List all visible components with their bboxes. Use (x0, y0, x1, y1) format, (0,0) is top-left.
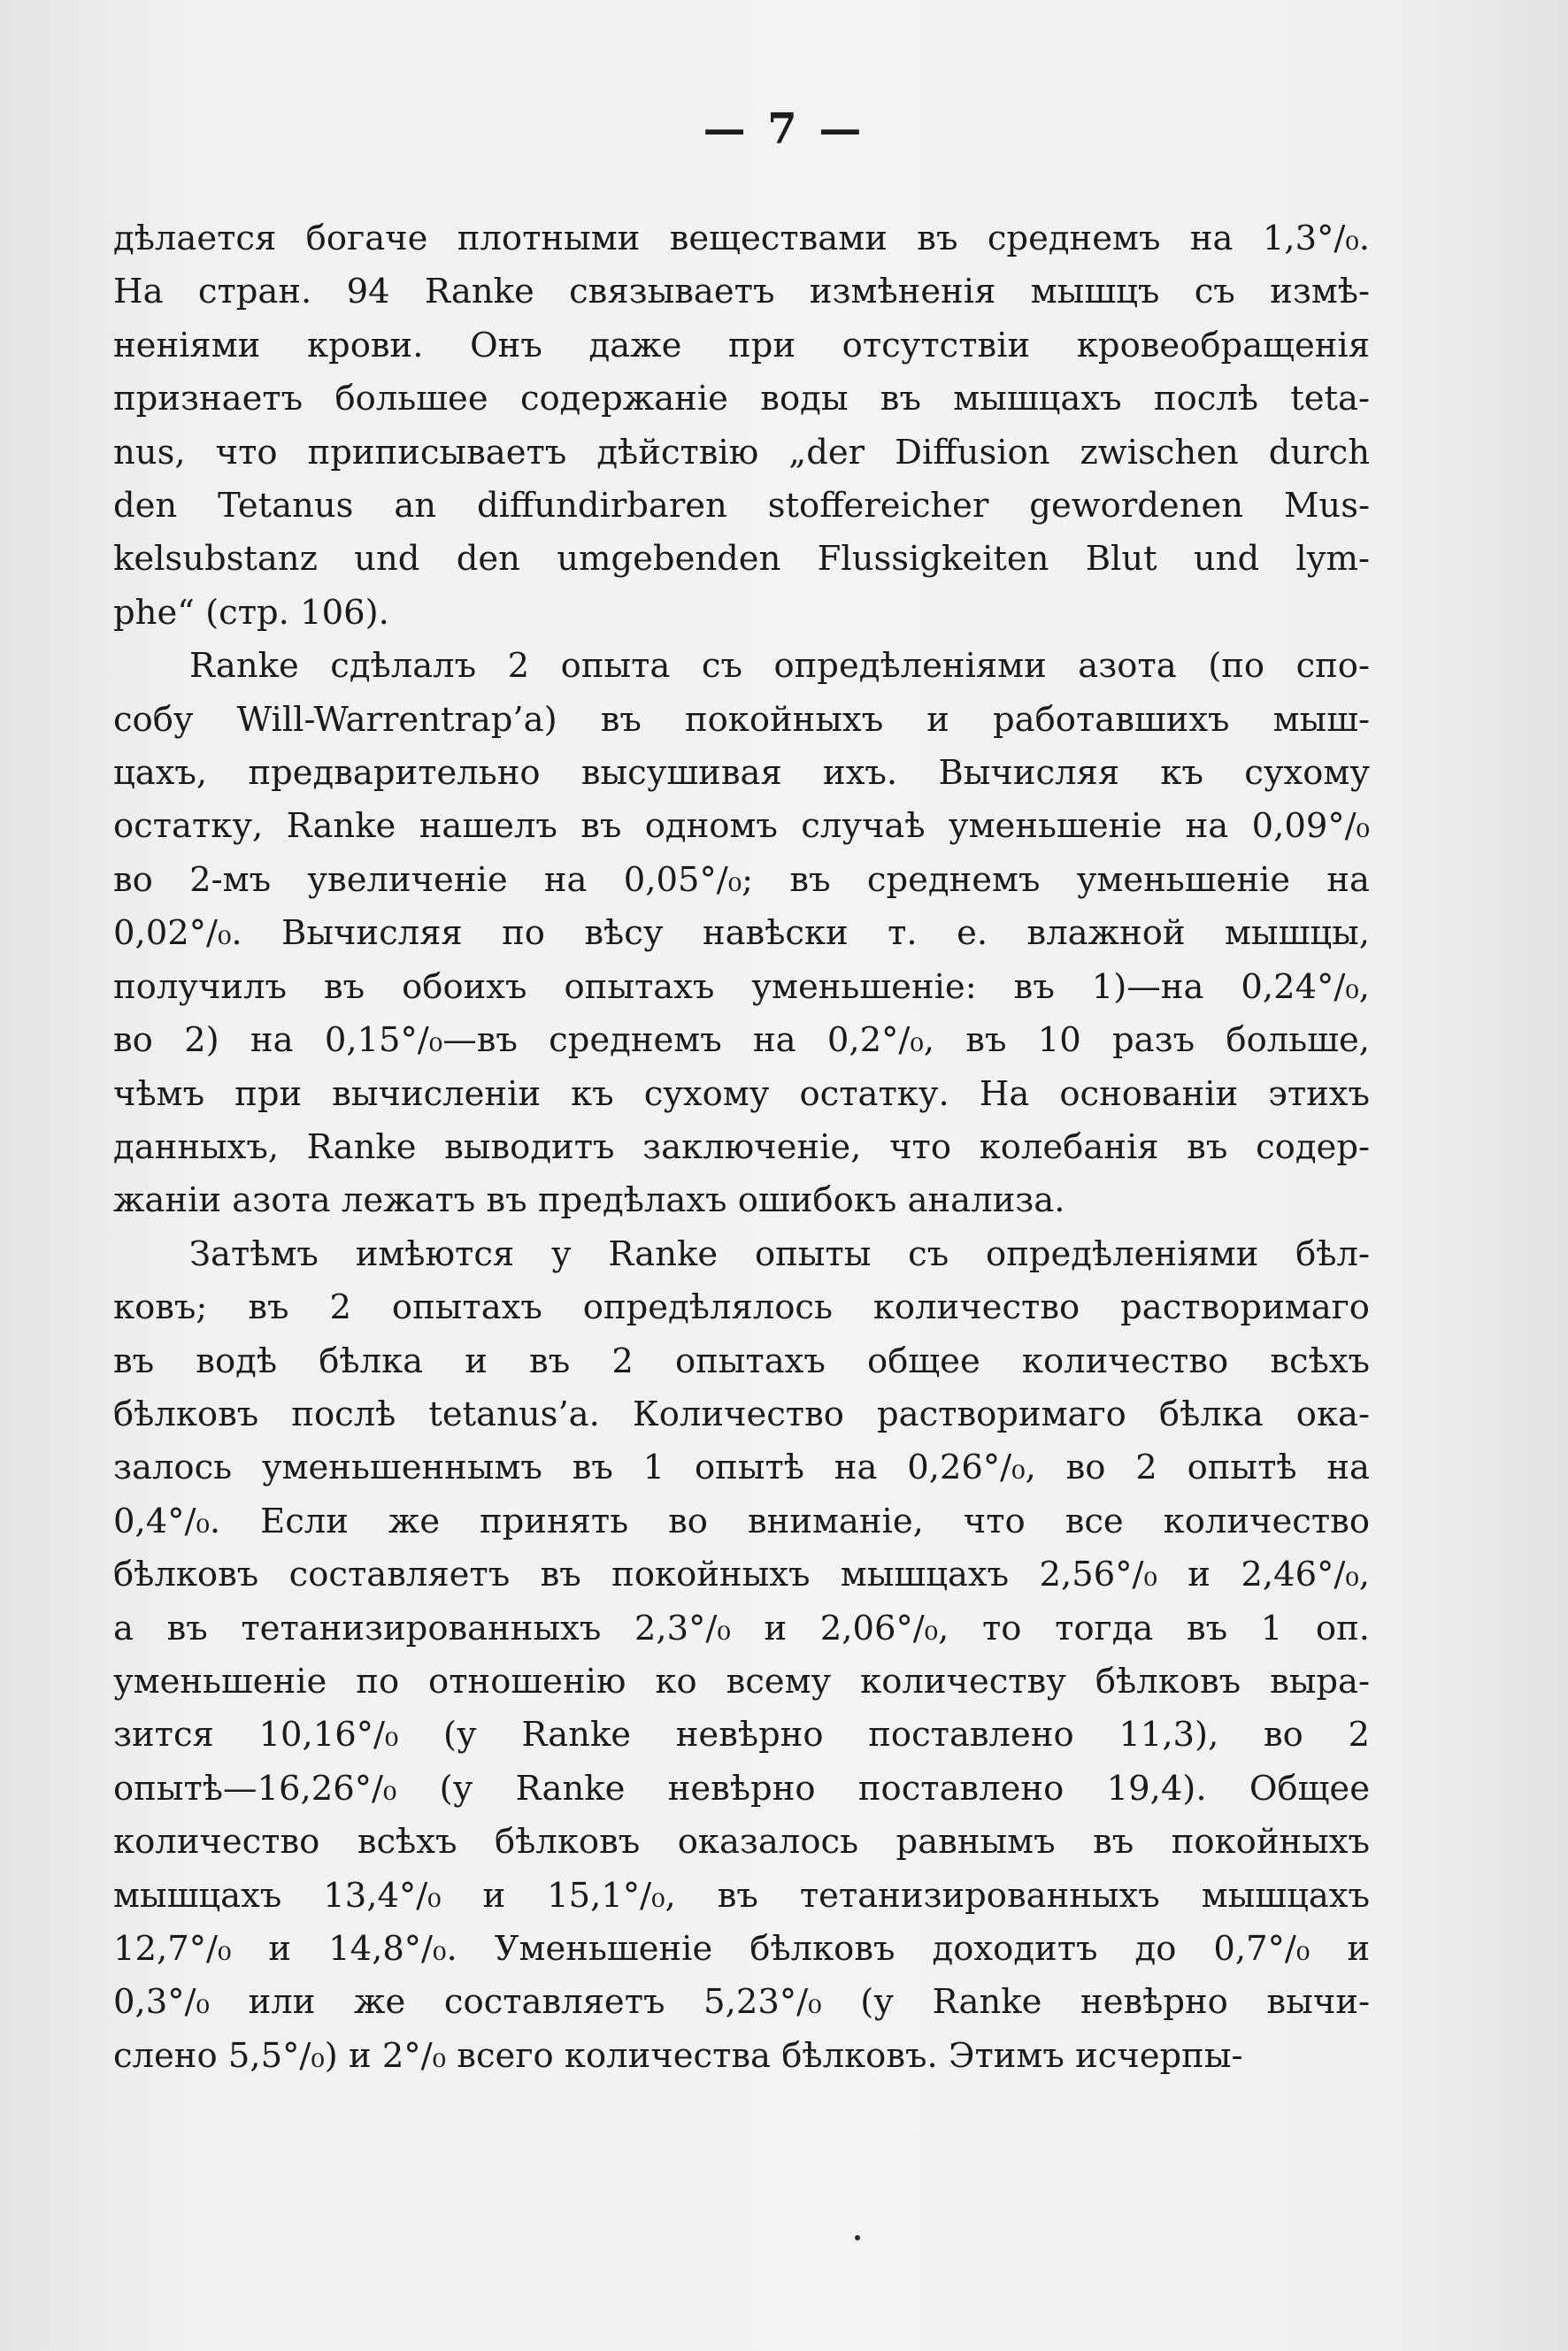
text-line: во 2) на 0,15°/₀—въ среднемъ на 0,2°/₀, въ 10 разъ больше, (113, 1020, 1370, 1061)
text-line: въ водѣ бѣлка и въ 2 опытахъ общее количество всѣхъ (113, 1341, 1370, 1381)
text-line: количество всѣхъ бѣлковъ оказалось равнымъ въ покойныхъ (113, 1822, 1370, 1863)
text-line: чѣмъ при вычисленіи къ сухому остатку. На основаніи этихъ (113, 1073, 1370, 1114)
paragraph (113, 640, 1370, 1227)
text-line: слено 5,5°/₀) и 2°/₀ всего количества бѣлковъ. Этимъ исчерпы- (113, 2035, 1243, 2076)
paragraph (113, 212, 1370, 640)
text-line: дѣлается богаче плотными веществами въ среднемъ на 1,3°/₀. (113, 219, 1370, 258)
text-line: 12,7°/₀ и 14,8°/₀. Уменьшеніе бѣлковъ доходитъ до 0,7°/₀ и (113, 1929, 1370, 1969)
text-line: уменьшеніе по отношенію ко всему количеству бѣлковъ выра- (113, 1661, 1370, 1702)
text-line: опытѣ—16,26°/₀ (у Ranke невѣрно поставлено 19,4). Общее (113, 1768, 1370, 1809)
text-line: жаніи азота лежатъ въ предѣлахъ ошибокъ анализа. (113, 1180, 1065, 1221)
text-line: собу Will-Warrentrap’а) въ покойныхъ и работавшихъ мыш- (113, 699, 1370, 740)
print-speck (855, 2235, 860, 2240)
text-line: ковъ; въ 2 опытахъ опредѣлялось количество растворимаго (113, 1287, 1370, 1328)
text-line: phe“ (стр. 106). (113, 592, 389, 633)
text-line: залось уменьшеннымъ въ 1 опытѣ на 0,26°/₀, во 2 опытѣ на (113, 1448, 1370, 1488)
paragraph (113, 1228, 1370, 2084)
text-line: Ranke сдѣлалъ 2 опыта съ опредѣленіями азота (по спо- (189, 646, 1370, 687)
text-line: бѣлковъ послѣ tetanus’а. Количество растворимаго бѣлка ока- (113, 1394, 1370, 1434)
text-line: nus, что приписываетъ дѣйствію „der Diffusion zwischen durch (113, 432, 1370, 473)
text-line: во 2-мъ увеличеніе на 0,05°/₀; въ среднемъ уменьшеніе на (113, 859, 1370, 900)
text-line: На стран. 94 Ranke связываетъ измѣненія мышцъ съ измѣ- (113, 272, 1370, 312)
text-line: 0,4°/₀. Если же принять во вниманіе, что все количество (113, 1501, 1370, 1541)
text-line: бѣлковъ составляетъ въ покойныхъ мышцахъ 2,56°/₀ и 2,46°/₀, (113, 1555, 1370, 1595)
text-line: признаетъ большее содержаніе воды въ мышцахъ послѣ teta- (113, 379, 1370, 419)
text-line: неніями крови. Онъ даже при отсутствіи кровеобращенія (113, 325, 1370, 365)
text-line: Затѣмъ имѣются у Ranke опыты съ опредѣленіями бѣл- (189, 1233, 1370, 1274)
text-line: 0,3°/₀ или же составляетъ 5,23°/₀ (у Ranke невѣрно вычи- (113, 1982, 1370, 2023)
page-text (113, 212, 1370, 2083)
page-number: — 7 — (703, 104, 865, 154)
text-line: kelsubstanz und den umgebenden Flussigkeiten Blut und lym- (113, 539, 1370, 580)
text-line: данныхъ, Ranke выводитъ заключеніе, что колебанія въ содер- (113, 1126, 1370, 1167)
text-line: остатку, Ranke нашелъ въ одномъ случаѣ уменьшеніе на 0,09°/₀ (113, 806, 1370, 847)
text-line: получилъ въ обоихъ опытахъ уменьшеніе: въ 1)—на 0,24°/₀, (113, 966, 1370, 1007)
text-line: цахъ, предварительно высушивая ихъ. Вычисляя къ сухому (113, 753, 1370, 794)
text-line: мышцахъ 13,4°/₀ и 15,1°/₀, въ тетанизированныхъ мышцахъ (113, 1875, 1370, 1916)
text-line: 0,02°/₀. Вычисляя по вѣсу навѣски т. е. влажной мышцы, (113, 913, 1370, 954)
text-line: den Tetanus an diffundirbaren stoffereicher gewordenen Mus- (113, 486, 1370, 526)
text-line: а въ тетанизированныхъ 2,3°/₀ и 2,06°/₀, то тогда въ 1 оп. (113, 1608, 1370, 1648)
text-line: зится 10,16°/₀ (у Ranke невѣрно поставлено 11,3), во 2 (113, 1715, 1370, 1756)
